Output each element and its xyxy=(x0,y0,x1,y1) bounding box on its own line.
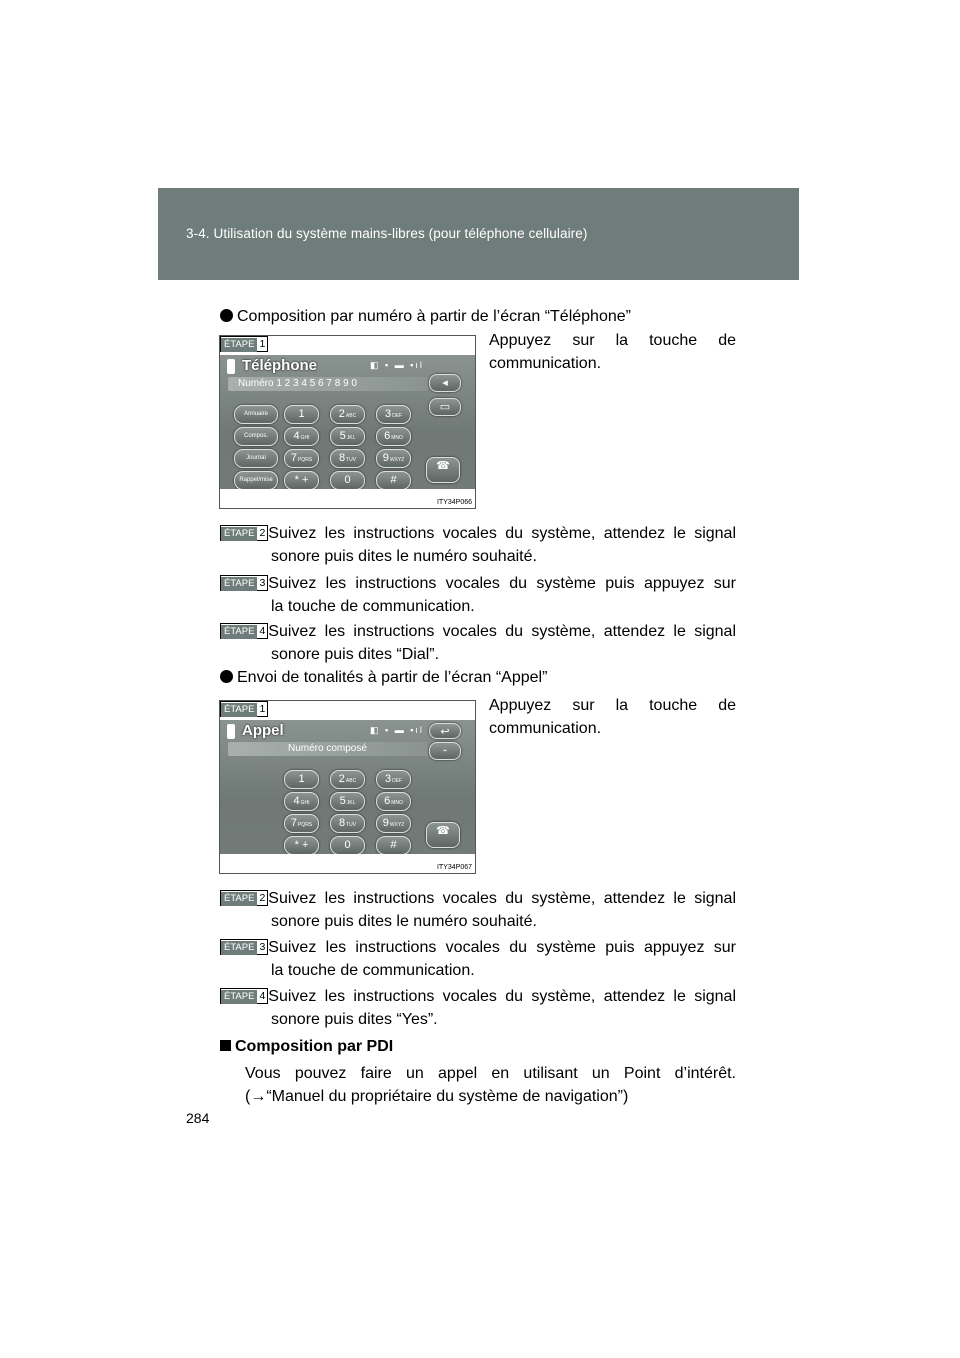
figure-telephone-screen xyxy=(219,335,476,509)
screen-telephone xyxy=(220,355,475,489)
phone-icon xyxy=(227,359,235,374)
figure-caption: ITY34P067 xyxy=(436,864,472,871)
figure-step-badge xyxy=(220,336,268,354)
keypad-key[interactable]: 6MNO xyxy=(376,427,411,446)
bullet-heading-telephone xyxy=(220,306,631,328)
bullet-icon xyxy=(220,670,233,683)
side-function-button[interactable]: Annuaire xyxy=(234,405,278,424)
keypad-key[interactable]: 1 xyxy=(284,770,319,789)
step1-line1: Appuyez sur la touche de xyxy=(489,332,736,349)
paragraph-line2: (→“Manuel du propriétaire du système de navigation”) xyxy=(245,1088,629,1105)
subsection-heading-text: Composition par PDI xyxy=(235,1038,394,1055)
screen-title: Téléphone xyxy=(242,357,318,374)
number-display: Numéro 1 2 3 4 5 6 7 8 9 0 xyxy=(228,377,428,391)
call-button[interactable]: ☎ xyxy=(426,822,460,848)
subsection-heading xyxy=(220,1036,393,1058)
bullet-heading-appel xyxy=(220,667,547,689)
figure-caption: ITY34P066 xyxy=(436,499,472,506)
call-button[interactable]: ☎ xyxy=(426,457,460,483)
bullet-heading-text: Envoi de tonalités à partir de l’écran “Appel” xyxy=(237,669,548,686)
backspace-button[interactable]: ◂ xyxy=(429,374,461,392)
paragraph xyxy=(245,1062,736,1108)
keypad-key[interactable]: 4GHI xyxy=(284,427,319,446)
step-item: ÉTAPE 4 Suivez les instructions vocales du système, attendez le signal sonore puis dites “Dial”. xyxy=(220,620,736,666)
status-icons: ◧ ▪ ▬ ▪ıl xyxy=(370,360,424,370)
step-item: ÉTAPE 4 Suivez les instructions vocales du système, attendez le signal sonore puis dites “Yes”. xyxy=(220,985,736,1031)
bullet-icon xyxy=(220,309,233,322)
figure-appel-screen xyxy=(219,700,476,874)
keypad-key[interactable]: # xyxy=(376,471,411,489)
sound-button[interactable]: ▪▪ xyxy=(429,742,461,760)
bullet-heading-text: Composition par numéro à partir de l’écran “Téléphone” xyxy=(237,308,631,325)
side-function-button[interactable]: Compos. xyxy=(234,427,278,446)
keypad-key[interactable]: 3DEF xyxy=(376,770,411,789)
figure-step-badge: ÉTAPE 1 xyxy=(220,701,268,719)
side-function-button[interactable]: Journal xyxy=(234,449,278,468)
step1-instruction: Appuyez sur la touche de communication. xyxy=(489,697,736,737)
section-header xyxy=(158,188,799,280)
keypad-key[interactable]: 1 xyxy=(284,405,319,424)
keypad-key[interactable]: 4GHI xyxy=(284,792,319,811)
keypad-key[interactable]: 2ABC xyxy=(330,770,365,789)
keypad-key[interactable]: 8TUV xyxy=(330,449,365,468)
etape-label: ÉTAPE xyxy=(221,338,257,352)
keypad-key[interactable]: 6MNO xyxy=(376,792,411,811)
screen-title: Appel xyxy=(242,722,284,739)
keypad-key[interactable]: 5JKL xyxy=(330,792,365,811)
keypad-key[interactable]: 7PQRS xyxy=(284,814,319,833)
keypad-key[interactable]: 5JKL xyxy=(330,427,365,446)
step-item: ÉTAPE 2 Suivez les instructions vocales du système, attendez le signal sonore puis dites le numéro souhaité. xyxy=(220,522,736,568)
keypad-key[interactable]: 7PQRS xyxy=(284,449,319,468)
keypad-key[interactable]: 9WXYZ xyxy=(376,814,411,833)
step1-line2: communication. xyxy=(489,355,602,372)
status-icons: ◧ ▪ ▬ ▪ıl xyxy=(370,725,424,735)
paragraph-line1: Vous pouvez faire un appel en utilisant un Point d’intérêt. xyxy=(245,1065,736,1082)
screen-toggle-button[interactable]: ▭ xyxy=(429,398,461,416)
keypad-key[interactable]: * + xyxy=(284,471,319,489)
step-item: ÉTAPE 2 Suivez les instructions vocales du système, attendez le signal sonore puis dites le numéro souhaité. xyxy=(220,887,736,933)
phone-icon xyxy=(227,724,235,739)
step1-instruction xyxy=(489,329,736,375)
keypad-key[interactable]: # xyxy=(376,836,411,854)
back-icon[interactable]: ↩ xyxy=(429,723,461,739)
etape-number: 1 xyxy=(259,338,266,350)
keypad-key[interactable]: 0 xyxy=(330,836,365,854)
side-function-button[interactable]: Rappel/mise xyxy=(234,471,278,489)
keypad-key[interactable]: 9WXYZ xyxy=(376,449,411,468)
step-item: ÉTAPE 3 Suivez les instructions vocales du système puis appuyez sur la touche de communication. xyxy=(220,572,736,618)
step-item: ÉTAPE 3 Suivez les instructions vocales du système puis appuyez sur la touche de communication. xyxy=(220,936,736,982)
keypad-key[interactable]: 8TUV xyxy=(330,814,365,833)
screen-appel xyxy=(220,720,475,854)
section-title: 3-4. Utilisation du système mains-libres (pour téléphone cellulaire) xyxy=(186,226,588,241)
keypad-key[interactable]: * + xyxy=(284,836,319,854)
square-bullet-icon xyxy=(220,1040,231,1051)
keypad-key[interactable]: 3DEF xyxy=(376,405,411,424)
page-number: 284 xyxy=(186,1110,210,1126)
dialed-number-display: Numéro composé xyxy=(228,742,428,756)
keypad-key[interactable]: 0 xyxy=(330,471,365,489)
keypad-key[interactable]: 2ABC xyxy=(330,405,365,424)
